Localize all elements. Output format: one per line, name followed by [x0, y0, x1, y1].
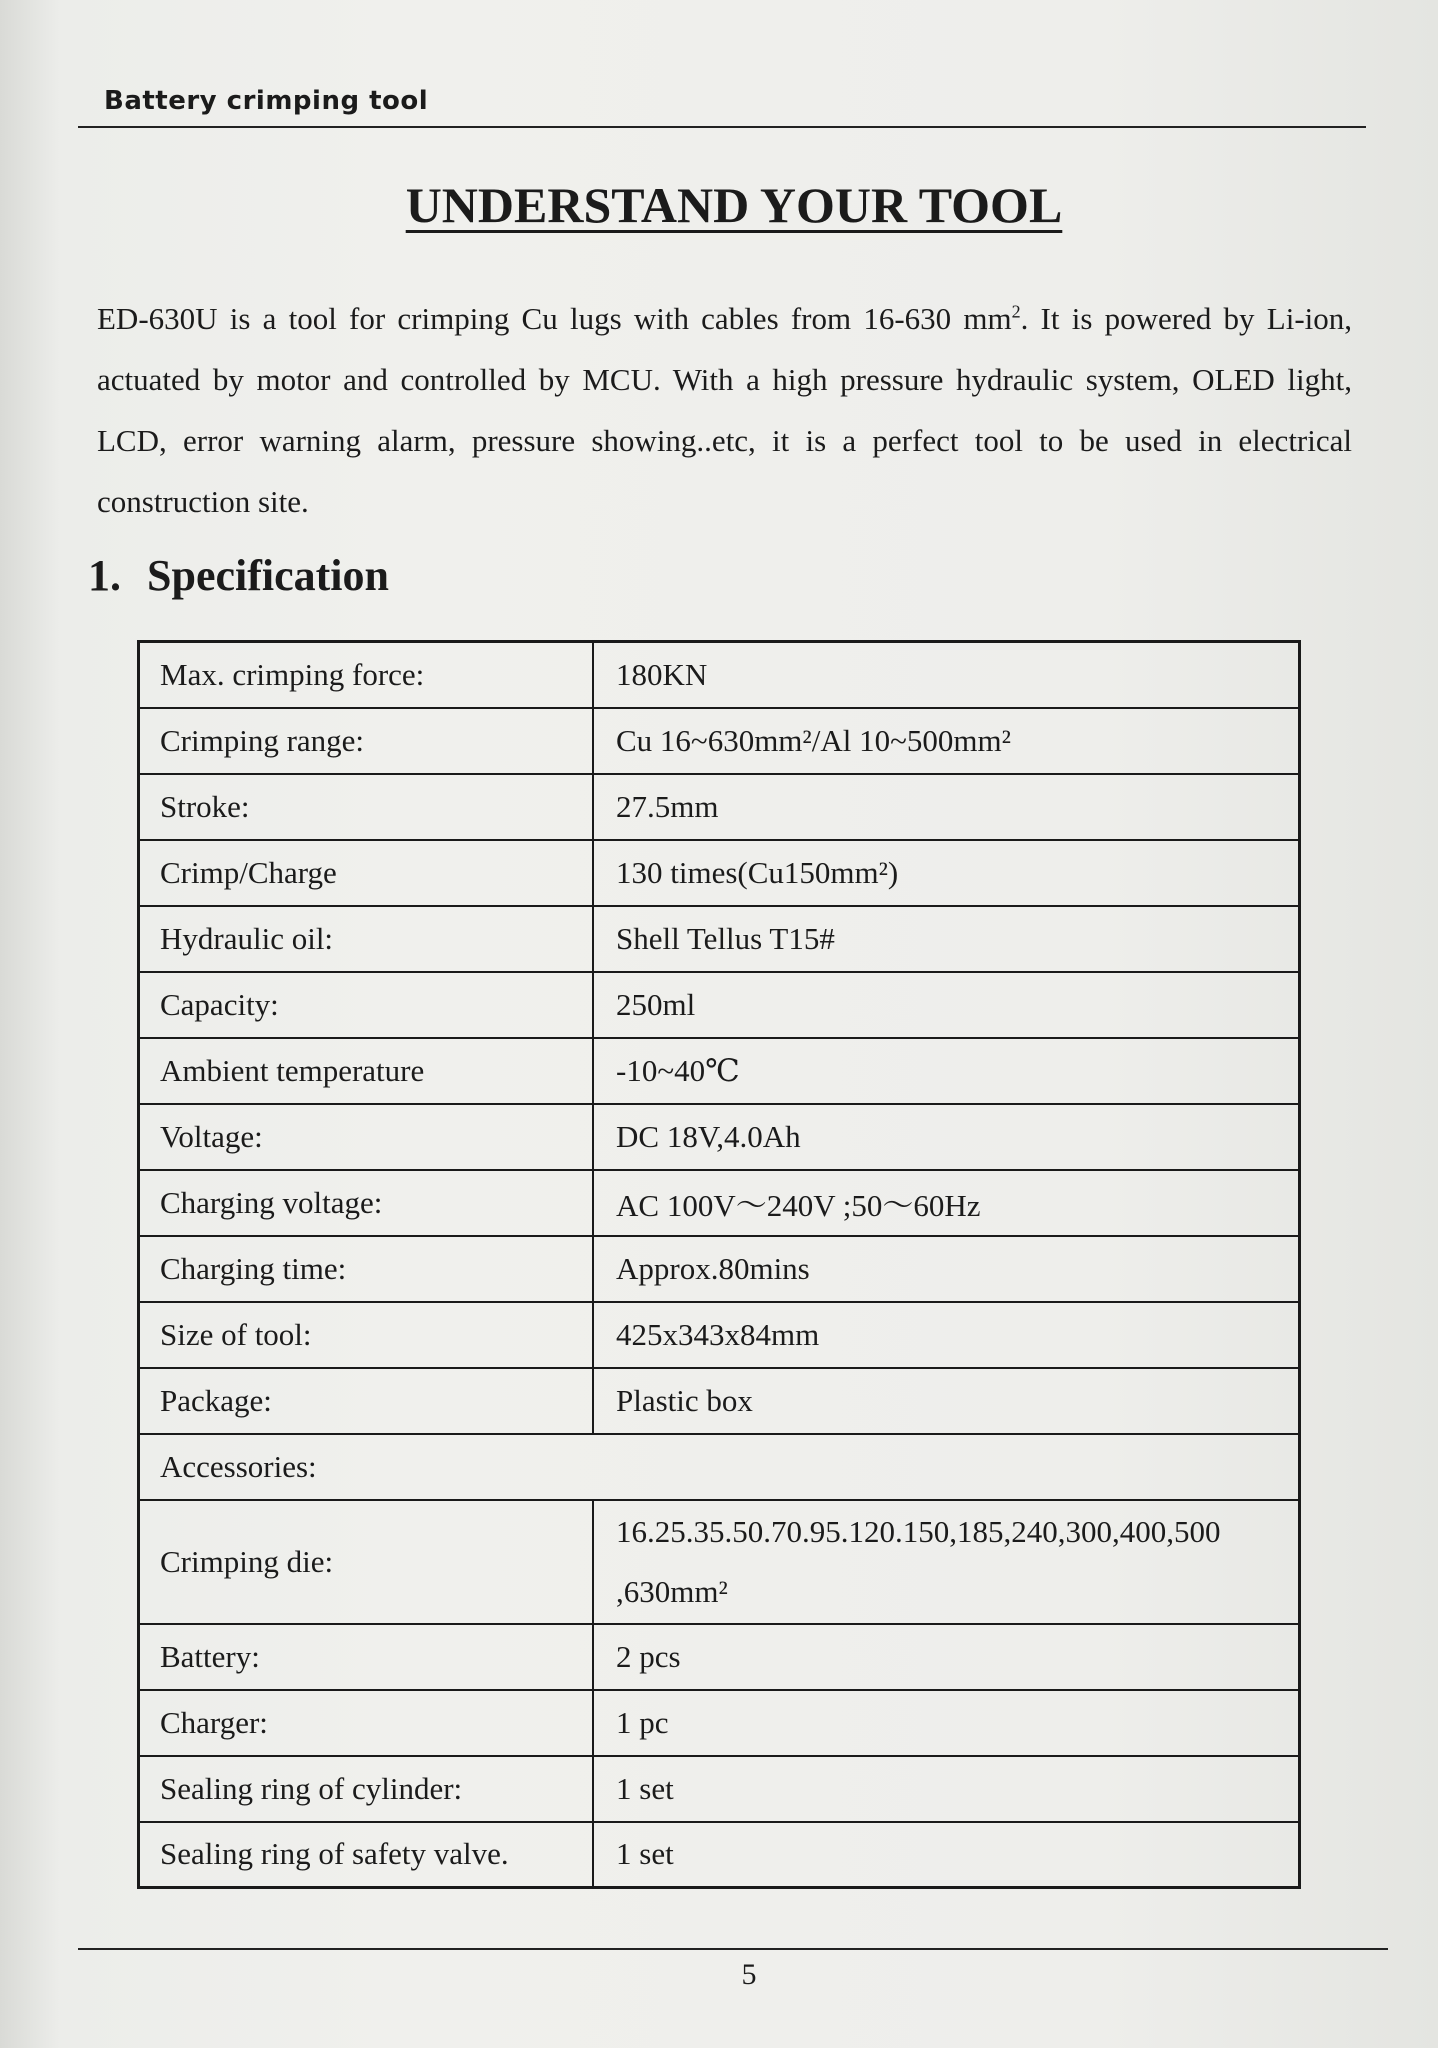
- footer-divider: [78, 1948, 1388, 1950]
- section-heading: [88, 550, 389, 601]
- table-row: [139, 1624, 1300, 1690]
- intro-text-part2: . It is powered by Li-ion, actuated by motor and controlled by MCU. With a high pressure hydraulic system, OLED light, LCD, error warning alarm, pressure showing..etc, it is a perfect tool to be used in electrical construction site.: [97, 301, 1353, 519]
- spec-value: 130 times(Cu150mm²): [593, 840, 1300, 906]
- spec-label: Battery:: [139, 1624, 594, 1690]
- spec-value: Cu 16~630mm²/Al 10~500mm²: [593, 708, 1300, 774]
- table-row: [139, 1104, 1300, 1170]
- spec-value: AC 100V～240V ;50～60Hz: [593, 1170, 1300, 1236]
- spec-value: 1 pc: [593, 1690, 1300, 1756]
- spec-label: Charging voltage:: [139, 1170, 594, 1236]
- table-row: [139, 1756, 1300, 1822]
- table-row: [139, 1434, 1300, 1500]
- spec-label: Charging time:: [139, 1236, 594, 1302]
- page-number: 5: [741, 1958, 757, 1991]
- header-divider: [78, 126, 1366, 128]
- accessories-heading: Accessories:: [139, 1434, 1300, 1500]
- spec-label: Sealing ring of safety valve.: [139, 1822, 594, 1888]
- spec-label: Crimping die:: [139, 1500, 594, 1624]
- table-row: [139, 1302, 1300, 1368]
- table-row: [139, 906, 1300, 972]
- spec-value: 2 pcs: [593, 1624, 1300, 1690]
- page-title: UNDERSTAND YOUR TOOL: [405, 177, 1063, 233]
- section-title: Specification: [147, 551, 389, 600]
- intro-superscript: 2: [1011, 301, 1021, 322]
- spec-label: Size of tool:: [139, 1302, 594, 1368]
- spec-label: Package:: [139, 1368, 594, 1434]
- spec-value: 250ml: [593, 972, 1300, 1038]
- spec-label: Hydraulic oil:: [139, 906, 594, 972]
- spec-label: Stroke:: [139, 774, 594, 840]
- spec-label: Crimping range:: [139, 708, 594, 774]
- spec-value: 180KN: [593, 642, 1300, 708]
- spec-label: Crimp/Charge: [139, 840, 594, 906]
- table-row: [139, 840, 1300, 906]
- table-row: [139, 1038, 1300, 1104]
- running-header: Battery crimping tool: [104, 86, 429, 116]
- spec-value: 425x343x84mm: [593, 1302, 1300, 1368]
- spec-value: -10~40℃: [593, 1038, 1300, 1104]
- spec-label: Sealing ring of cylinder:: [139, 1756, 594, 1822]
- table-row: [139, 774, 1300, 840]
- table-row: [139, 1368, 1300, 1434]
- spec-value: 27.5mm: [593, 774, 1300, 840]
- spec-value: Approx.80mins: [593, 1236, 1300, 1302]
- intro-text-part1: ED-630U is a tool for crimping Cu lugs with cables from 16-630 mm: [97, 301, 1012, 336]
- section-number: 1.: [88, 551, 121, 600]
- intro-paragraph: [97, 288, 1352, 532]
- spec-value: DC 18V,4.0Ah: [593, 1104, 1300, 1170]
- spec-label: Ambient temperature: [139, 1038, 594, 1104]
- table-row: [139, 1690, 1300, 1756]
- spec-value: Shell Tellus T15#: [593, 906, 1300, 972]
- spec-table: [137, 640, 1301, 1889]
- table-row: [139, 1500, 1300, 1624]
- table-row: [139, 972, 1300, 1038]
- spec-value: 1 set: [593, 1756, 1300, 1822]
- table-row: [139, 642, 1300, 708]
- spec-value: Plastic box: [593, 1368, 1300, 1434]
- table-row: [139, 708, 1300, 774]
- spec-value: 1 set: [593, 1822, 1300, 1888]
- spec-label: Charger:: [139, 1690, 594, 1756]
- spec-value: 16.25.35.50.70.95.120.150,185,240,300,400,500 ,630mm²: [593, 1500, 1300, 1624]
- spec-label: Voltage:: [139, 1104, 594, 1170]
- table-row: [139, 1822, 1300, 1888]
- spec-label: Max. crimping force:: [139, 642, 594, 708]
- table-row: [139, 1236, 1300, 1302]
- spec-label: Capacity:: [139, 972, 594, 1038]
- table-row: [139, 1170, 1300, 1236]
